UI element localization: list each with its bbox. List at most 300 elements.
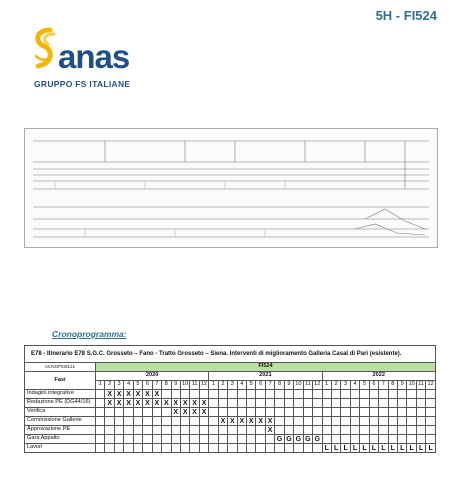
gantt-cell (96, 408, 105, 417)
gantt-cell: X (171, 399, 180, 408)
gantt-cell (407, 408, 416, 417)
gantt-cell (218, 390, 227, 399)
gantt-cell (114, 444, 123, 453)
gantt-cell: X (265, 417, 274, 426)
month-header: 12 (313, 381, 322, 390)
month-header: 1 (322, 381, 331, 390)
logo-subtitle: GRUPPO FS ITALIANE (34, 79, 131, 89)
month-header: 5 (133, 381, 142, 390)
gantt-task-row (25, 408, 436, 417)
gantt-cell: X (180, 408, 189, 417)
gantt-cell (171, 390, 180, 399)
gantt-cell (256, 408, 265, 417)
gantt-cell (379, 408, 388, 417)
month-header: 3 (341, 381, 350, 390)
gantt-cell (218, 444, 227, 453)
task-label: Lavori (25, 444, 96, 453)
gantt-cell (284, 399, 293, 408)
gantt-cell (180, 390, 189, 399)
gantt-cell (247, 408, 256, 417)
gantt-cell (275, 417, 284, 426)
gantt-cell (284, 444, 293, 453)
gantt-cell: X (124, 399, 133, 408)
gantt-cell (124, 435, 133, 444)
gantt-cell (341, 417, 350, 426)
gantt-cell (247, 399, 256, 408)
gantt-cell (294, 426, 303, 435)
gantt-cell: L (407, 444, 416, 453)
gantt-cell (265, 399, 274, 408)
gantt-years-row (25, 372, 436, 381)
gantt-task-row (25, 399, 436, 408)
project-code: ACNOFI00121 (25, 363, 96, 372)
gantt-cell (190, 426, 199, 435)
gantt-cell (331, 435, 340, 444)
gantt-cell (407, 426, 416, 435)
gantt-cell (275, 399, 284, 408)
gantt-cell (398, 435, 407, 444)
gantt-cell: G (276, 435, 283, 443)
gantt-cell (96, 435, 105, 444)
gantt-cell (398, 426, 407, 435)
gantt-cell (209, 435, 218, 444)
gantt-cell (124, 426, 133, 435)
month-header: 11 (416, 381, 425, 390)
gantt-cell (379, 417, 388, 426)
document-code: 5H - FI524 (375, 8, 437, 23)
gantt-cell (171, 444, 180, 453)
gantt-cell (237, 408, 246, 417)
gantt-cell: X (199, 408, 208, 417)
gantt-cell (152, 435, 161, 444)
gantt-cell (237, 435, 246, 444)
gantt-cell: X (114, 399, 123, 408)
cronoprogramma-title: Cronoprogramma: (52, 329, 127, 339)
gantt-cell: X (190, 399, 199, 408)
gantt-cell (426, 426, 436, 435)
month-header: 7 (152, 381, 161, 390)
gantt-cell (360, 399, 369, 408)
gantt-cell: G (286, 435, 292, 443)
gantt-cell (190, 390, 199, 399)
gantt-cell: X (143, 390, 152, 399)
month-header: 8 (162, 381, 171, 390)
month-header: 10 (407, 381, 416, 390)
gantt-cell (426, 435, 436, 444)
gantt-cell (152, 426, 161, 435)
gantt-cell (388, 426, 397, 435)
gantt-cell (180, 417, 189, 426)
gantt-cell (426, 399, 436, 408)
gantt-cell (114, 417, 123, 426)
gantt-cell (133, 435, 142, 444)
gantt-cell (199, 390, 208, 399)
gantt-cell (256, 426, 265, 435)
gantt-cell (199, 435, 208, 444)
gantt-cell (237, 390, 246, 399)
gantt-cell (416, 399, 425, 408)
gantt-cell: X (218, 417, 227, 426)
gantt-cell (331, 417, 340, 426)
gantt-cell (379, 390, 388, 399)
gantt-cell (284, 417, 293, 426)
gantt-cell (237, 444, 246, 453)
gantt-task-row (25, 390, 436, 399)
gantt-cell (199, 426, 208, 435)
gantt-cell (322, 399, 331, 408)
gantt-cell (407, 390, 416, 399)
gantt-cell (275, 408, 284, 417)
gantt-cell (105, 408, 114, 417)
gantt-cell (143, 417, 152, 426)
gantt-cell: X (152, 390, 161, 399)
gantt-cell (228, 399, 237, 408)
gantt-cell (379, 435, 388, 444)
month-header: 4 (237, 381, 246, 390)
gantt-cell (162, 408, 171, 417)
gantt-cell: G (305, 435, 311, 443)
task-label: Redazione PE (DG44/16) (25, 399, 96, 408)
gantt-cell (407, 399, 416, 408)
month-header: 9 (398, 381, 407, 390)
gantt-cell (369, 408, 378, 417)
gantt-cell: X (152, 399, 161, 408)
gantt-cell (369, 426, 378, 435)
month-header: 3 (114, 381, 123, 390)
gantt-cell (237, 426, 246, 435)
gantt-cell (341, 435, 350, 444)
gantt-cell (199, 444, 208, 453)
gantt-table (24, 345, 436, 453)
gantt-task-row (25, 417, 436, 426)
gantt-cell: X (133, 399, 142, 408)
year-2022: 2022 (322, 372, 436, 381)
gantt-cell (322, 390, 331, 399)
gantt-cell (398, 390, 407, 399)
task-label: Gara Appalto (25, 435, 96, 444)
gantt-cell (133, 417, 142, 426)
gantt-cell (398, 408, 407, 417)
gantt-cell: X (237, 417, 246, 426)
gantt-cell (209, 417, 218, 426)
gantt-cell (209, 426, 218, 435)
gantt-cell: L (322, 444, 331, 453)
month-header: 4 (350, 381, 359, 390)
gantt-cell (265, 390, 274, 399)
gantt-cell: X (180, 399, 189, 408)
gantt-cell (180, 426, 189, 435)
gantt-title: E78 - Itinerario E78 S.G.C. Grosseto – Fano - Tratto Grosseto – Siena. Interventi di miglioramento Galleria Casal di Pari (esistente). (25, 346, 436, 363)
gantt-cell (426, 417, 436, 426)
anas-logo (30, 26, 140, 92)
gantt-cell (162, 390, 171, 399)
gantt-cell (360, 435, 369, 444)
gantt-cell (124, 408, 133, 417)
task-label: Indagini integrative (25, 390, 96, 399)
gantt-cell (341, 390, 350, 399)
gantt-cell (114, 408, 123, 417)
gantt-cell (294, 390, 303, 399)
gantt-cell (228, 390, 237, 399)
gantt-cell (398, 399, 407, 408)
gantt-cell (256, 444, 265, 453)
gantt-cell (180, 444, 189, 453)
gantt-cell: L (426, 444, 436, 453)
gantt-cell: X (105, 390, 114, 399)
gantt-cell (369, 417, 378, 426)
gantt-cell (313, 444, 322, 453)
gantt-cell (162, 417, 171, 426)
gantt-cell (322, 417, 331, 426)
gantt-cell (275, 390, 284, 399)
gantt-cell (360, 390, 369, 399)
gantt-cell (388, 435, 397, 444)
gantt-cell: X (190, 408, 199, 417)
gantt-cell (152, 444, 161, 453)
month-header: 2 (331, 381, 340, 390)
gantt-cell (275, 444, 284, 453)
gantt-cell: L (416, 444, 425, 453)
gantt-cell (124, 444, 133, 453)
gantt-cell (256, 435, 265, 444)
gantt-cell (171, 426, 180, 435)
gantt-cell (96, 399, 105, 408)
gantt-cell (284, 390, 293, 399)
gantt-cell: L (388, 444, 397, 453)
month-header: 1 (209, 381, 218, 390)
gantt-cell (218, 426, 227, 435)
gantt-cell: X (171, 408, 180, 417)
gantt-cell (247, 444, 256, 453)
gantt-cell: X (162, 399, 171, 408)
gantt-cell (114, 435, 123, 444)
gantt-cell: X (228, 417, 237, 426)
gantt-cell (322, 426, 331, 435)
gantt-cell (388, 417, 397, 426)
gantt-cell (379, 399, 388, 408)
gantt-cell (388, 390, 397, 399)
gantt-cell (303, 426, 312, 435)
gantt-cell: G (295, 435, 302, 443)
gantt-cell (294, 399, 303, 408)
gantt-cell (303, 399, 312, 408)
gantt-cell (133, 408, 142, 417)
gantt-cell (303, 444, 312, 453)
gantt-cell (426, 390, 436, 399)
task-label: Verifica (25, 408, 96, 417)
gantt-cell (426, 408, 436, 417)
gantt-cell (407, 435, 416, 444)
gantt-cell: L (398, 444, 407, 453)
gantt-cell (294, 417, 303, 426)
month-header: 6 (369, 381, 378, 390)
gantt-cell (143, 408, 152, 417)
gantt-cell (247, 435, 256, 444)
gantt-cell (143, 426, 152, 435)
month-header: 8 (388, 381, 397, 390)
gantt-cell (209, 408, 218, 417)
gantt-cell (341, 426, 350, 435)
gantt-cell (265, 435, 274, 444)
gantt-cell (331, 399, 340, 408)
gantt-cell (247, 426, 256, 435)
gantt-cell: X (256, 417, 265, 426)
gantt-cell: L (331, 444, 340, 453)
gantt-cell (313, 399, 322, 408)
logo-brand-text: anas (58, 38, 130, 75)
month-header: 7 (265, 381, 274, 390)
gantt-cell (331, 408, 340, 417)
gantt-header-row (25, 346, 436, 363)
gantt-cell (190, 435, 199, 444)
gantt-cell (171, 417, 180, 426)
gantt-cell (350, 399, 359, 408)
month-header: 4 (124, 381, 133, 390)
gantt-cell (190, 417, 199, 426)
gantt-cell: L (379, 444, 388, 453)
project-name: FI524 (96, 363, 436, 372)
gantt-cell: X (265, 426, 274, 435)
month-header: 5 (360, 381, 369, 390)
gantt-cell (303, 417, 312, 426)
gantt-cell (162, 444, 171, 453)
gantt-cell: X (143, 399, 152, 408)
gantt-cell (350, 390, 359, 399)
gantt-cell (209, 399, 218, 408)
gantt-cell (313, 417, 322, 426)
gantt-cell (350, 435, 359, 444)
gantt-cell (407, 417, 416, 426)
gantt-cell (284, 408, 293, 417)
gantt-cell (96, 426, 105, 435)
gantt-cell (416, 426, 425, 435)
gantt-cell (96, 444, 105, 453)
month-header: 5 (247, 381, 256, 390)
gantt-cell (152, 408, 161, 417)
gantt-cell (341, 399, 350, 408)
month-header: 7 (379, 381, 388, 390)
gantt-cell: X (133, 390, 142, 399)
gantt-cell (256, 399, 265, 408)
gantt-cell (388, 399, 397, 408)
gantt-cell (218, 408, 227, 417)
task-label: Commissione Gallerie (25, 417, 96, 426)
month-header: 9 (284, 381, 293, 390)
gantt-cell (105, 417, 114, 426)
gantt-cell (124, 417, 133, 426)
gantt-cell: G (314, 435, 320, 443)
gantt-cell (143, 444, 152, 453)
gantt-cell (228, 435, 237, 444)
gantt-cell (416, 435, 425, 444)
month-header: 6 (143, 381, 152, 390)
gantt-cell (369, 399, 378, 408)
gantt-cell (341, 408, 350, 417)
gantt-cell (360, 417, 369, 426)
gantt-task-row (25, 426, 436, 435)
gantt-cell (369, 390, 378, 399)
gantt-cell (313, 426, 322, 435)
gantt-cell (247, 390, 256, 399)
month-header: 8 (275, 381, 284, 390)
month-header: 12 (199, 381, 208, 390)
gantt-cell (143, 435, 152, 444)
gantt-cell (350, 417, 359, 426)
gantt-cell (237, 399, 246, 408)
gantt-cell (228, 408, 237, 417)
gantt-cell (416, 417, 425, 426)
gantt-cell (303, 390, 312, 399)
gantt-project-row (25, 363, 436, 372)
gantt-cell (209, 444, 218, 453)
gantt-cell: L (341, 444, 350, 453)
anas-swirl-icon (30, 26, 58, 74)
gantt-cell (398, 417, 407, 426)
gantt-cell (190, 444, 199, 453)
gantt-cell (256, 390, 265, 399)
gantt-cell (265, 444, 274, 453)
month-header: 11 (303, 381, 312, 390)
gantt-cell (152, 417, 161, 426)
gantt-cell (388, 408, 397, 417)
gantt-cell: L (350, 444, 359, 453)
gantt-cell (96, 417, 105, 426)
gantt-cell (350, 408, 359, 417)
gantt-cell (133, 444, 142, 453)
gantt-cell (171, 435, 180, 444)
gantt-cell (331, 426, 340, 435)
gantt-cell (228, 444, 237, 453)
gantt-cell (218, 399, 227, 408)
month-header: 2 (218, 381, 227, 390)
gantt-cell (350, 426, 359, 435)
gantt-cell (114, 426, 123, 435)
gantt-cell (331, 390, 340, 399)
month-header: 11 (190, 381, 199, 390)
gantt-cell (96, 390, 105, 399)
month-header: 10 (294, 381, 303, 390)
gantt-task-row (25, 444, 436, 453)
gantt-cell (360, 408, 369, 417)
month-header: 6 (256, 381, 265, 390)
gantt-task-row (25, 435, 436, 444)
gantt-cell (313, 408, 322, 417)
gantt-cell (199, 417, 208, 426)
gantt-cell (275, 426, 284, 435)
gantt-cell (228, 426, 237, 435)
gantt-cell (379, 426, 388, 435)
year-2021: 2021 (209, 372, 322, 381)
gantt-cell: X (124, 390, 133, 399)
gantt-cell (105, 435, 114, 444)
month-header: 2 (105, 381, 114, 390)
gantt-cell (180, 435, 189, 444)
gantt-cell (284, 426, 293, 435)
technical-drawing (24, 128, 438, 248)
gantt-cell (322, 435, 331, 444)
gantt-cell (416, 390, 425, 399)
month-header: 3 (228, 381, 237, 390)
gantt-cell (162, 435, 171, 444)
gantt-cell (105, 426, 114, 435)
gantt-cell (303, 408, 312, 417)
gantt-cell (265, 408, 274, 417)
gantt-cell (360, 426, 369, 435)
fasi-label: Fasi (25, 372, 96, 390)
gantt-cell: L (360, 444, 369, 453)
gantt-cell (105, 444, 114, 453)
gantt-cell (369, 435, 378, 444)
